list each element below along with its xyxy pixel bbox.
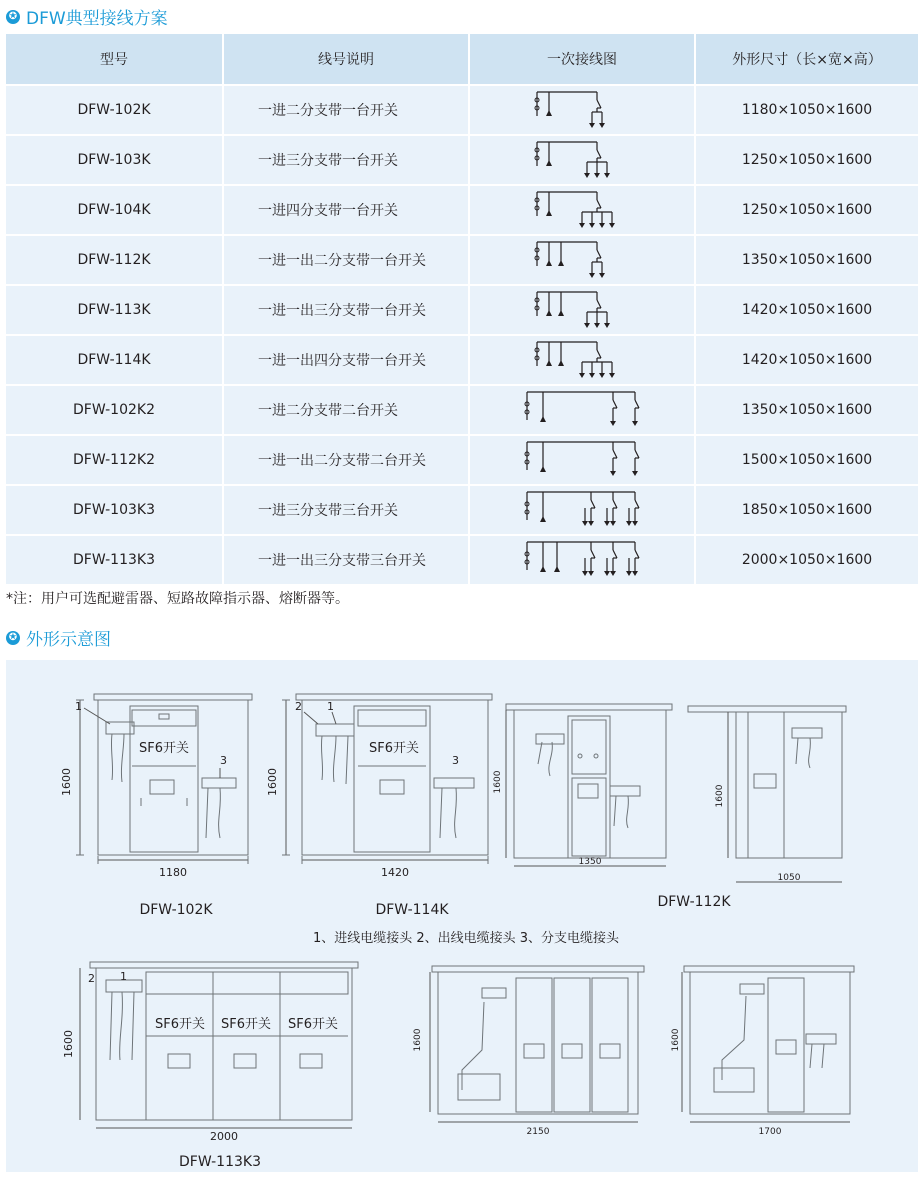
cell-model: DFW-113K3 bbox=[6, 534, 224, 584]
table-row bbox=[6, 234, 918, 284]
cell-description: 一进一出四分支带一台开关 bbox=[224, 334, 470, 384]
cell-wiring-diagram bbox=[470, 234, 696, 284]
table-row bbox=[6, 84, 918, 134]
label-height-2150: 1600 bbox=[413, 1028, 423, 1052]
section-title-outline bbox=[6, 625, 111, 650]
drawing-dfw-114k bbox=[282, 694, 492, 864]
header-dimensions: 外形尺寸（长×宽×高） bbox=[696, 34, 918, 84]
table-row bbox=[6, 184, 918, 234]
header-model: 型号 bbox=[6, 34, 224, 84]
cell-dimensions: 1250×1050×1600 bbox=[696, 184, 918, 234]
label-width-112k: 1350 bbox=[578, 857, 602, 867]
label-height-112k-side: 1600 bbox=[715, 784, 725, 808]
cell-dimensions: 1850×1050×1600 bbox=[696, 484, 918, 534]
table-row bbox=[6, 434, 918, 484]
cell-model: DFW-102K bbox=[6, 84, 224, 134]
label-sf6-a: SF6开关 bbox=[154, 1017, 206, 1032]
header-description: 线号说明 bbox=[224, 34, 470, 84]
drawing-dfw-113k3 bbox=[80, 962, 358, 1128]
table-row bbox=[6, 284, 918, 334]
table-row bbox=[6, 484, 918, 534]
single-line-diagram-icon bbox=[517, 386, 647, 430]
star-icon: ✪ bbox=[6, 631, 20, 645]
outline-drawings bbox=[6, 660, 918, 1172]
drawing-dfw-112k bbox=[506, 704, 846, 882]
label-sf6-c: SF6开关 bbox=[287, 1017, 339, 1032]
label-height-113k3: 1600 bbox=[62, 1030, 75, 1058]
cell-model: DFW-103K bbox=[6, 134, 224, 184]
single-line-diagram-icon bbox=[517, 236, 647, 280]
cell-model: DFW-112K bbox=[6, 234, 224, 284]
label-depth-112k: 1050 bbox=[777, 873, 801, 883]
single-line-diagram-icon bbox=[517, 436, 647, 480]
section-title-text: 外形示意图 bbox=[26, 630, 111, 650]
label-width-2150: 2150 bbox=[526, 1127, 550, 1137]
label-width-113k3: 2000 bbox=[210, 1130, 238, 1143]
cell-description: 一进二分支带一台开关 bbox=[224, 84, 470, 134]
table-row bbox=[6, 534, 918, 584]
cell-wiring-diagram bbox=[470, 434, 696, 484]
cell-model: DFW-102K2 bbox=[6, 384, 224, 434]
cell-model: DFW-104K bbox=[6, 184, 224, 234]
cell-wiring-diagram bbox=[470, 484, 696, 534]
label-sf6-102k: SF6开关 bbox=[138, 741, 190, 756]
model-name-112k: DFW-112K bbox=[657, 894, 731, 910]
cell-model: DFW-112K2 bbox=[6, 434, 224, 484]
cell-description: 一进一出二分支带二台开关 bbox=[224, 434, 470, 484]
cell-description: 一进二分支带二台开关 bbox=[224, 384, 470, 434]
cell-dimensions: 1180×1050×1600 bbox=[696, 84, 918, 134]
label-height-1700: 1600 bbox=[671, 1028, 681, 1052]
single-line-diagram-icon bbox=[517, 136, 647, 180]
cell-model: DFW-103K3 bbox=[6, 484, 224, 534]
outline-drawings-panel bbox=[6, 660, 918, 1172]
section-title-wiring bbox=[6, 4, 168, 29]
cell-dimensions: 2000×1050×1600 bbox=[696, 534, 918, 584]
callout-2: 2 bbox=[88, 972, 95, 985]
single-line-diagram-icon bbox=[517, 186, 647, 230]
drawing-1700-section bbox=[682, 966, 854, 1122]
table-row bbox=[6, 384, 918, 434]
cell-wiring-diagram bbox=[470, 534, 696, 584]
label-width-114k: 1420 bbox=[381, 866, 409, 879]
single-line-diagram-icon bbox=[517, 86, 647, 130]
label-width-1700: 1700 bbox=[758, 1127, 782, 1137]
callout-3: 3 bbox=[220, 754, 227, 767]
single-line-diagram-icon bbox=[517, 336, 647, 380]
footnote: *注：用户可选配避雷器、短路故障指示器、熔断器等。 bbox=[6, 591, 349, 607]
cell-model: DFW-113K bbox=[6, 284, 224, 334]
cell-description: 一进一出二分支带一台开关 bbox=[224, 234, 470, 284]
callout-legend: 1、进线电缆接头 2、出线电缆接头 3、分支电缆接头 bbox=[312, 931, 620, 946]
single-line-diagram-icon bbox=[517, 486, 647, 530]
single-line-diagram-icon bbox=[517, 286, 647, 330]
callout-1: 1 bbox=[327, 700, 334, 713]
table-row bbox=[6, 134, 918, 184]
model-name-102k: DFW-102K bbox=[139, 902, 213, 918]
drawing-2150-section bbox=[430, 966, 644, 1122]
cell-description: 一进一出三分支带三台开关 bbox=[224, 534, 470, 584]
cell-wiring-diagram bbox=[470, 284, 696, 334]
cell-wiring-diagram bbox=[470, 384, 696, 434]
header-diagram: 一次接线图 bbox=[470, 34, 696, 84]
wiring-scheme-table bbox=[6, 34, 918, 584]
cell-dimensions: 1420×1050×1600 bbox=[696, 334, 918, 384]
cell-description: 一进三分支带一台开关 bbox=[224, 134, 470, 184]
label-height-114k: 1600 bbox=[266, 768, 279, 796]
callout-2: 2 bbox=[295, 700, 302, 713]
cell-dimensions: 1250×1050×1600 bbox=[696, 134, 918, 184]
cell-wiring-diagram bbox=[470, 84, 696, 134]
cell-dimensions: 1350×1050×1600 bbox=[696, 234, 918, 284]
model-name-113k3: DFW-113K3 bbox=[179, 1154, 261, 1170]
table-header-row bbox=[6, 34, 918, 84]
single-line-diagram-icon bbox=[517, 536, 647, 580]
cell-dimensions: 1350×1050×1600 bbox=[696, 384, 918, 434]
cell-wiring-diagram bbox=[470, 184, 696, 234]
section-title-text: DFW典型接线方案 bbox=[26, 9, 168, 29]
callout-1: 1 bbox=[75, 700, 82, 713]
callout-3: 3 bbox=[452, 754, 459, 767]
cell-wiring-diagram bbox=[470, 334, 696, 384]
table-row bbox=[6, 334, 918, 384]
star-icon: ✪ bbox=[6, 10, 20, 24]
label-sf6-b: SF6开关 bbox=[220, 1017, 272, 1032]
model-name-114k: DFW-114K bbox=[375, 902, 449, 918]
cell-model: DFW-114K bbox=[6, 334, 224, 384]
label-sf6-114k: SF6开关 bbox=[368, 741, 420, 756]
label-height-112k-front: 1600 bbox=[493, 770, 503, 794]
cell-dimensions: 1420×1050×1600 bbox=[696, 284, 918, 334]
cell-wiring-diagram bbox=[470, 134, 696, 184]
cell-description: 一进一出三分支带一台开关 bbox=[224, 284, 470, 334]
label-width-102k: 1180 bbox=[159, 866, 187, 879]
cell-description: 一进四分支带一台开关 bbox=[224, 184, 470, 234]
label-height-102k: 1600 bbox=[60, 768, 73, 796]
callout-1: 1 bbox=[120, 970, 127, 983]
cell-dimensions: 1500×1050×1600 bbox=[696, 434, 918, 484]
drawing-dfw-102k bbox=[76, 694, 252, 864]
cell-description: 一进三分支带三台开关 bbox=[224, 484, 470, 534]
